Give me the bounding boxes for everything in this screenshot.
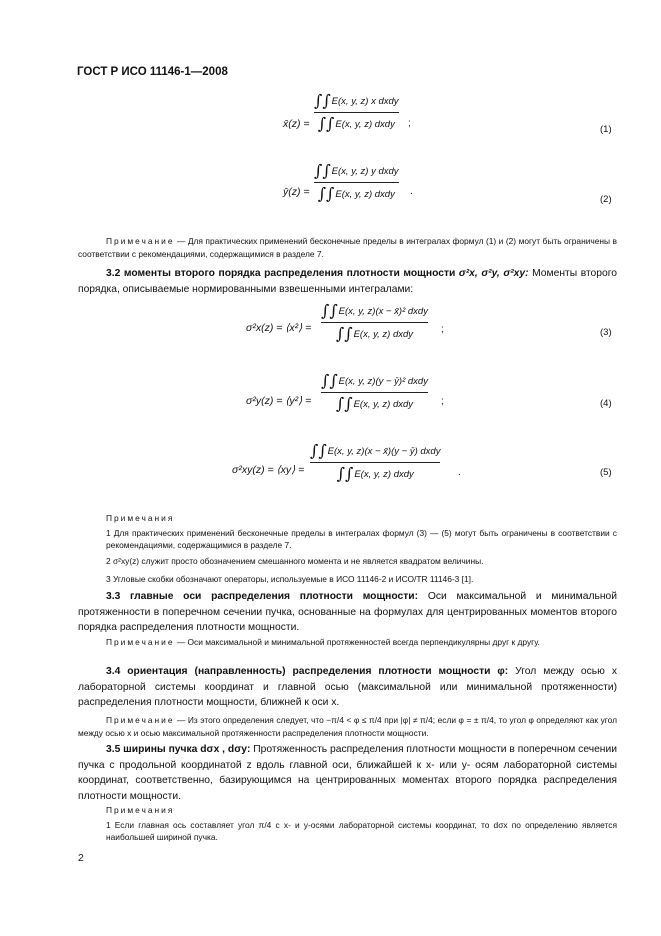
eq2-fraction <box>314 162 399 203</box>
eq5-fraction <box>310 442 440 483</box>
eq4-number: (4) <box>600 398 612 409</box>
eq5-number: (5) <box>600 467 612 478</box>
eq3-fraction <box>321 302 428 343</box>
eq1-fraction <box>314 92 399 133</box>
integral-sign: ∫∫ <box>317 114 335 133</box>
section-text: Угол между осью x лабораторной системы координат и главной осью (максимальной или минимальной протяженности) распределения плотности мощности, ближней к оси x. <box>78 666 617 709</box>
eq3-numerator: E(x, y, z)(x − x̄)² dxdy <box>338 305 428 317</box>
section-heading: 3.3 главные оси распределения плотности мощности: <box>106 591 419 602</box>
integral-sign: ∫∫ <box>321 301 338 320</box>
section-heading: 3.5 ширины пучка dσx , dσy: <box>106 744 251 755</box>
eq4-lhs: σ²y(z) = ⟨y²⟩ = <box>246 395 312 407</box>
note-1 <box>78 235 617 260</box>
eq2-denominator: E(x, y, z) dxdy <box>335 188 395 200</box>
note-label: Примечание <box>106 637 175 647</box>
note-item: 1 Если главная ось составляет угол π/4 с x- и y-осями лабораторной системы координат, то dσx по определению является наибольшей шириной пучка. <box>106 819 617 843</box>
note-label: Примечание <box>106 236 175 246</box>
section-3-5 <box>78 742 617 804</box>
notes-label: Примечания <box>106 513 175 523</box>
notes-block-2 <box>78 804 617 844</box>
note-text: — Оси максимальной и минимальной протяженностей всегда перпендикулярны друг к другу. <box>176 637 540 647</box>
eq1-lhs: x̄(z) = <box>283 118 310 130</box>
section-heading: 3.4 ориентация (направленность) распределения плотности мощности φ: <box>106 666 509 677</box>
eq5-denominator: E(x, y, z) dxdy <box>354 468 414 480</box>
section-text: Моменты второго порядка, описываемые нормированными взвешенными интегралами: <box>78 268 617 295</box>
section-text: Протяженность распределения плотности мощности в поперечном сечении пучка с продольной координатой z вдоль главной оси, ближайшей к x- или y- осям лабораторной системы координат, соответственно, базирующимся на центрированных моментах второго порядка распределения плотности мощности. <box>78 744 617 802</box>
section-heading: 3.2 моменты второго порядка распределения плотности мощности <box>106 268 456 279</box>
notes-block-1 <box>78 512 617 586</box>
section-3-3 <box>78 589 617 636</box>
eq3-lhs: σ²x(z) = ⟨x²⟩ = <box>246 322 312 334</box>
integral-sign: ∫∫ <box>335 324 353 343</box>
integral-sign: ∫∫ <box>321 371 338 390</box>
eq1-numerator: E(x, y, z) x dxdy <box>331 95 399 107</box>
integral-sign: ∫∫ <box>314 91 331 110</box>
eq4-denominator: E(x, y, z) dxdy <box>353 398 414 410</box>
eq2-number: (2) <box>600 194 612 205</box>
integral-sign: ∫∫ <box>310 441 327 460</box>
section-symbols: σ²x, σ²y, σ²xy: <box>458 268 529 279</box>
eq3-denominator: E(x, y, z) dxdy <box>353 328 414 340</box>
eq5-tail: . <box>458 467 461 478</box>
page-number: 2 <box>78 852 84 864</box>
eq4-tail: ; <box>441 396 444 407</box>
section-3-4 <box>78 664 617 711</box>
section-text: Оси максимальной и минимальной протяженности в поперечном сечении пучка, основанные на формулах для центрированных моментов второго порядка распределения плотности мощности. <box>78 591 617 634</box>
eq2-numerator: E(x, y, z) y dxdy <box>331 165 399 177</box>
eq5-lhs: σ²xy(z) = ⟨xy⟩ = <box>232 464 305 476</box>
note-text: — Из этого определения следует, что −π/4 < φ ≤ π/4 при |φ| ≠ π/4; если φ = ± π/4, то угол φ определяют как угол между осью x и осью максимальной протяженности распределения плотности мощности. <box>78 715 618 738</box>
note-item: 2 σ²xy(z) служит просто обозначением смешанного момента и не является квадратом величины. <box>106 555 484 566</box>
note-label: Примечание <box>106 715 175 725</box>
eq2-tail: . <box>410 186 413 197</box>
integral-sign: ∫∫ <box>317 184 335 203</box>
document-header: ГОСТ Р ИСО 11146-1—2008 <box>77 66 228 78</box>
eq1-denominator: E(x, y, z) dxdy <box>335 118 395 130</box>
eq1-number: (1) <box>600 124 612 135</box>
note-item: 3 Угловые скобки обозначают операторы, используемые в ИСО 11146-2 и ИСО/TR 11146-3 [1]. <box>106 574 474 585</box>
eq4-numerator: E(x, y, z)(y − ȳ)² dxdy <box>338 375 428 387</box>
section-3-2 <box>78 266 617 297</box>
integral-sign: ∫∫ <box>314 161 331 180</box>
eq5-numerator: E(x, y, z)(x − x̄)(y − ȳ) dxdy <box>327 445 441 457</box>
integral-sign: ∫∫ <box>336 464 354 483</box>
eq3-number: (3) <box>600 327 612 338</box>
note-text: — Для практических применений бесконечные пределы в интегралах формул (1) и (2) могут быть ограничены в соответствии с рекомендациями, содержащимися в разделе 7. <box>78 236 617 259</box>
eq2-lhs: ȳ(z) = <box>283 186 310 198</box>
notes-label: Примечания <box>106 805 175 815</box>
eq1-tail: ; <box>408 118 411 129</box>
note-item: 1 Для практических применений бесконечные пределы в интегралах формул (3) — (5) могут быть ограничены в соответствии с рекомендациями, содержащимися в разделе 7. <box>106 527 617 551</box>
integral-sign: ∫∫ <box>335 394 353 413</box>
note-4 <box>78 714 617 739</box>
note-3 <box>78 636 617 649</box>
eq4-fraction <box>321 372 428 413</box>
eq3-tail: ; <box>441 324 444 335</box>
